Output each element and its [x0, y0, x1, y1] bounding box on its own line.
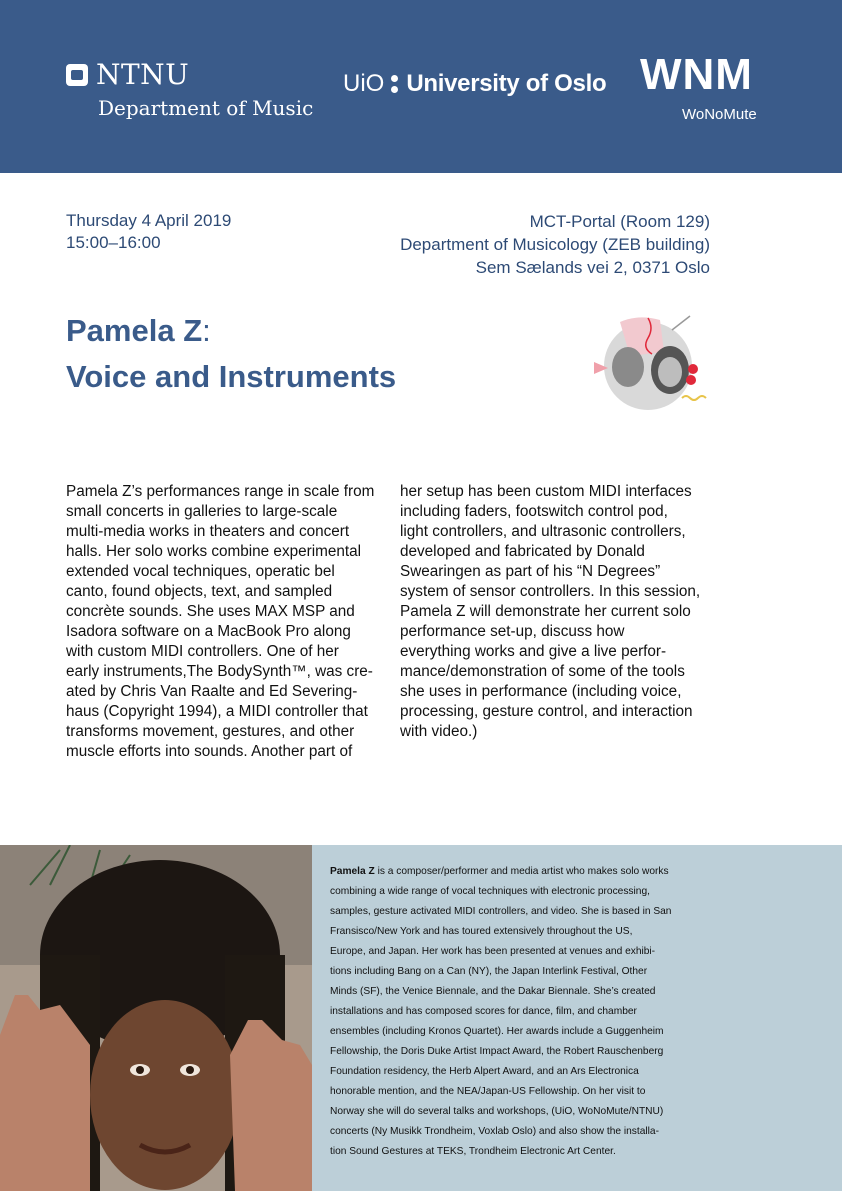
ntnu-wordmark: NTNU — [96, 58, 190, 91]
bio-name: Pamela Z — [330, 866, 375, 877]
body-line: concrète sounds. She uses MAX MSP and — [66, 603, 355, 620]
bio-text — [330, 862, 710, 1162]
body-line: with custom MIDI controllers. One of her — [66, 643, 339, 660]
event-time: 15:00–16:00 — [66, 233, 161, 252]
bio-line: Norway she will do several talks and workshops, (UiO, WoNoMute/NTNU) — [330, 1106, 664, 1117]
uio-logo — [343, 70, 606, 98]
wonomute-portrait-graphic — [590, 312, 715, 417]
bio-line: installations and has composed scores for dance, film, and chamber — [330, 1006, 637, 1017]
body-line: developed and fabricated by Donald — [400, 543, 645, 560]
body-line: processing, gesture control, and interaction — [400, 703, 693, 720]
body-line: with video.) — [400, 723, 478, 740]
bio-line: honorable mention, and the NEA/Japan-US Fellowship. On her visit to — [330, 1086, 646, 1097]
uio-dots-icon — [391, 73, 398, 95]
title-subtitle: Voice and Instruments — [66, 359, 397, 394]
yellow-wave — [682, 396, 706, 400]
bio-line: Fransisco/New York and has toured extensively throughout the US, — [330, 926, 633, 937]
red-dot-2 — [686, 375, 696, 385]
face-left — [612, 347, 644, 387]
bio-line: Fellowship, the Doris Duke Artist Impact Award, the Robert Rauschenberg — [330, 1046, 664, 1057]
body-line: Pamela Z will demonstrate her current solo — [400, 603, 691, 620]
event-datetime — [66, 210, 231, 254]
body-line: she uses in performance (including voice, — [400, 683, 682, 700]
body-line: halls. Her solo works combine experimental — [66, 543, 362, 560]
body-line: early instruments,The BodySynth™, was cre- — [66, 663, 373, 680]
department-name: Department of Music — [98, 96, 314, 120]
page-title — [66, 308, 396, 400]
uio-short: UiO — [343, 70, 385, 97]
venue-line-2: Department of Musicology (ZEB building) — [400, 235, 710, 254]
body-line: transforms movement, gestures, and other — [66, 723, 355, 740]
header-band — [0, 0, 842, 173]
ntnu-logo-icon — [66, 64, 88, 86]
body-line: her setup has been custom MIDI interfaces — [400, 483, 692, 500]
body-line: system of sensor controllers. In this session, — [400, 583, 701, 600]
ntnu-logo — [66, 58, 189, 91]
bio-first-line: is a composer/performer and media artist who makes solo works — [374, 866, 669, 877]
bio-line: tions including Bang on a Can (NY), the Japan Interlink Festival, Other — [330, 966, 648, 977]
body-line: performance set-up, discuss how — [400, 623, 625, 640]
wnm-subtitle: WoNoMute — [682, 106, 757, 123]
body-line: small concerts in galleries to large-scale — [66, 503, 338, 520]
face-right — [658, 357, 682, 387]
bio-line: Europe, and Japan. Her work has been presented at venues and exhibi- — [330, 946, 656, 957]
bio-line: samples, gesture activated MIDI controllers, and video. She is based in San — [330, 906, 672, 917]
event-date: Thursday 4 April 2019 — [66, 211, 232, 230]
hand-right — [230, 1020, 312, 1191]
body-line: everything works and give a live perfor- — [400, 643, 667, 660]
body-line: Swearingen as part of his “N Degrees” — [400, 563, 661, 580]
bio-line: tion Sound Gestures at TEKS, Trondheim Electronic Art Center. — [330, 1146, 616, 1157]
bio-line: Minds (SF), the Venice Biennale, and the Dakar Biennale. She’s created — [330, 986, 656, 997]
title-name: Pamela Z — [66, 313, 203, 348]
body-column-left — [66, 482, 382, 762]
bio-line: Foundation residency, the Herb Alpert Award, and an Ars Electronica — [330, 1066, 639, 1077]
body-line: light controllers, and ultrasonic controllers, — [400, 523, 686, 540]
title-colon: : — [202, 313, 211, 348]
body-line: Isadora software on a MacBook Pro along — [66, 623, 351, 640]
bio-panel — [312, 845, 842, 1191]
bio-line: ensembles (including Kronos Quartet). Her awards include a Guggenheim — [330, 1026, 664, 1037]
venue-line-1: MCT-Portal (Room 129) — [529, 212, 710, 231]
venue-line-3: Sem Sælands vei 2, 0371 Oslo — [475, 258, 710, 277]
wnm-logo: WNM — [640, 50, 753, 99]
grey-line — [672, 316, 690, 330]
face — [90, 1000, 240, 1190]
body-line: mance/demonstration of some of the tools — [400, 663, 685, 680]
body-line: ated by Chris Van Raalte and Ed Severing- — [66, 683, 358, 700]
event-venue — [400, 210, 710, 279]
body-column-right — [400, 482, 712, 742]
body-line: Pamela Z’s performances range in scale from — [66, 483, 375, 500]
body-line: muscle efforts into sounds. Another part of — [66, 743, 353, 760]
body-line: haus (Copyright 1994), a MIDI controller that — [66, 703, 368, 720]
body-line: including faders, footswitch control pod, — [400, 503, 668, 520]
body-line: multi-media works in theaters and concert — [66, 523, 350, 540]
bio-line: combining a wide range of vocal techniques with electronic processing, — [330, 886, 650, 897]
red-dot-1 — [688, 364, 698, 374]
bio-line — [330, 862, 710, 882]
uio-long: University of Oslo — [406, 70, 607, 97]
body-line: extended vocal techniques, operatic bel — [66, 563, 335, 580]
artist-photo — [0, 845, 312, 1191]
bio-line: concerts (Ny Musikk Trondheim, Voxlab Oslo) and also show the installa- — [330, 1126, 659, 1137]
body-line: canto, found objects, text, and sampled — [66, 583, 333, 600]
